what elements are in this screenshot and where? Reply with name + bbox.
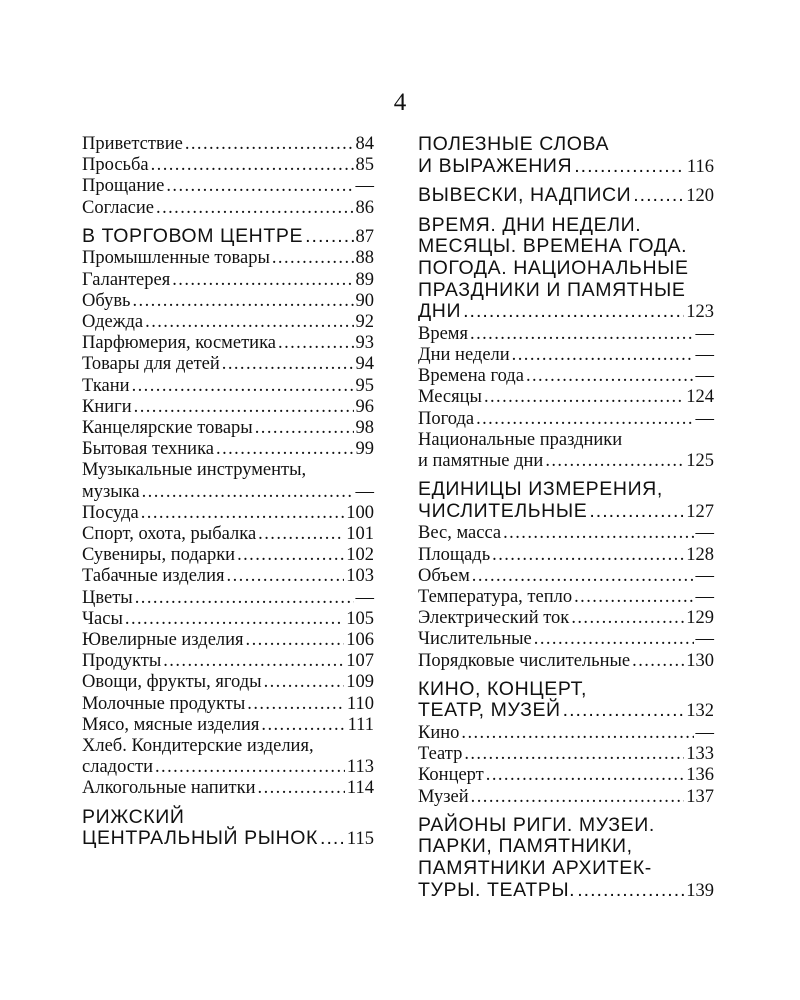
toc-row (418, 651, 714, 672)
toc-row (82, 397, 374, 418)
toc-page-number: 102 (346, 545, 374, 566)
dot-leader (545, 451, 684, 472)
toc-row (82, 757, 374, 778)
dot-leader (278, 333, 353, 354)
toc-title-line: КИНО, КОНЦЕРТ, (418, 677, 587, 700)
toc-title: Площадь (418, 544, 491, 565)
toc-row (82, 482, 374, 503)
toc-title-line: РАЙОНЫ РИГИ. МУЗЕИ. (418, 813, 655, 836)
toc-title: Ткани (82, 375, 130, 396)
dot-leader (563, 700, 685, 722)
dot-leader (247, 694, 345, 715)
toc-title: Числительные (418, 629, 532, 650)
dot-leader (145, 312, 353, 333)
toc-row (418, 723, 714, 744)
toc-page-number: 116 (686, 156, 714, 177)
toc-title-line: ПАМЯТНИКИ АРХИТЕК- (418, 856, 652, 879)
toc-entry[interactable] (82, 778, 374, 799)
toc-title: Спорт, охота, рыбалка (82, 524, 257, 545)
toc-entry[interactable] (82, 270, 374, 291)
toc-row (418, 324, 714, 345)
toc-title: Сувениры, подарки (82, 545, 236, 566)
toc-row (82, 376, 374, 397)
toc-title-line: Национальные праздники (418, 429, 623, 450)
toc-row (418, 608, 714, 629)
toc-title: Кино (418, 722, 460, 743)
toc-title: Бытовая техника (82, 439, 215, 460)
toc-row (82, 354, 374, 375)
toc-page-number: — (695, 722, 714, 743)
toc-title: и памятные дни (418, 450, 544, 471)
toc-title: Молочные продукты (82, 693, 246, 714)
toc-entry[interactable] (82, 397, 374, 418)
toc-entry[interactable] (82, 439, 374, 460)
toc-title: Времена года (418, 366, 524, 387)
toc-title: Товары для детей (82, 354, 220, 375)
toc-title: сладости (82, 757, 153, 778)
toc-title: Канцелярские товары (82, 418, 253, 439)
toc-entry[interactable] (418, 545, 714, 566)
toc-title: Ювелирные изделия (82, 630, 244, 651)
toc-page-number: 99 (355, 439, 374, 460)
dot-leader (305, 226, 353, 248)
toc-row (82, 566, 374, 587)
toc-section[interactable] (418, 215, 714, 324)
toc-column-left (82, 134, 374, 851)
toc-entry[interactable] (418, 523, 714, 544)
toc-column-right (418, 134, 714, 902)
toc-row (418, 880, 714, 903)
dot-leader (512, 345, 694, 366)
toc-entry[interactable] (82, 155, 374, 176)
toc-page-number: 89 (355, 269, 374, 290)
toc-page-number: — (355, 176, 374, 197)
toc-row (82, 828, 374, 851)
dot-leader (484, 387, 684, 408)
toc-row (82, 545, 374, 566)
toc-row (82, 291, 374, 312)
toc-row (82, 418, 374, 439)
dot-leader (155, 757, 345, 778)
toc-page-number: 94 (355, 354, 374, 375)
toc-row (82, 503, 374, 524)
dot-leader (264, 672, 345, 693)
toc-entry[interactable] (82, 630, 374, 651)
toc-row (82, 248, 374, 269)
toc-row (418, 765, 714, 786)
toc-entry[interactable] (418, 651, 714, 672)
toc-entry[interactable] (82, 694, 374, 715)
toc-entry[interactable] (418, 324, 714, 345)
toc-row (418, 409, 714, 430)
toc-page-number: 120 (686, 186, 714, 207)
toc-title: Парфюмерия, косметика (82, 333, 277, 354)
toc-title: Музей (418, 786, 469, 807)
toc-title: Промышленные товары (82, 248, 270, 269)
toc-row (82, 312, 374, 333)
toc-entry[interactable] (82, 333, 374, 354)
toc-row (418, 587, 714, 608)
toc-title: ВЫВЕСКИ, НАДПИСИ (418, 184, 632, 207)
toc-section[interactable] (82, 226, 374, 249)
toc-section[interactable] (418, 815, 714, 902)
toc-section[interactable] (418, 185, 714, 208)
toc-page-number: 130 (686, 650, 714, 671)
toc-row (418, 387, 714, 408)
toc-page-number: 128 (686, 544, 714, 565)
toc-row (82, 778, 374, 799)
dot-leader (222, 354, 354, 375)
dot-leader (227, 566, 345, 587)
toc-page-number: — (695, 629, 714, 650)
toc-row (82, 588, 374, 609)
toc-title: Часы (82, 608, 123, 629)
toc-entry[interactable] (82, 609, 374, 630)
toc-page-number: 103 (346, 566, 374, 587)
toc-row (82, 439, 374, 460)
toc-row (82, 270, 374, 291)
dot-leader (258, 524, 344, 545)
toc-entry[interactable] (82, 376, 374, 397)
toc-title: музыка (82, 481, 140, 502)
toc-page-number: 106 (346, 630, 374, 651)
toc-page-number: 133 (686, 744, 714, 765)
toc-page-number: 96 (355, 396, 374, 417)
toc-entry[interactable] (418, 430, 714, 472)
toc-title: Согласие (82, 197, 155, 218)
toc-entry[interactable] (418, 345, 714, 366)
dot-leader (135, 588, 354, 609)
toc-page-number: 136 (686, 765, 714, 786)
toc-title-line: ПРАЗДНИКИ И ПАМЯТНЫЕ (418, 278, 686, 301)
dot-leader (526, 366, 694, 387)
toc-row (418, 185, 714, 208)
toc-title: Просьба (82, 155, 149, 176)
toc-page-number: 88 (355, 248, 374, 269)
toc-row (82, 715, 374, 736)
toc-page-number: 139 (686, 880, 714, 901)
toc-title-line: ПОЛЕЗНЫЕ СЛОВА (418, 133, 610, 155)
toc-page-number: — (695, 565, 714, 586)
dot-leader (261, 715, 345, 736)
toc-row (418, 345, 714, 366)
toc-entry[interactable] (82, 503, 374, 524)
toc-title: ЦЕНТРАЛЬНЫЙ РЫНОК (82, 827, 319, 850)
toc-title: Галантерея (82, 269, 171, 290)
toc-section[interactable] (418, 134, 714, 178)
toc-entry[interactable] (418, 409, 714, 430)
toc-entry[interactable] (82, 651, 374, 672)
toc-row (82, 176, 374, 197)
toc-entry[interactable] (82, 524, 374, 545)
toc-page-number: — (695, 586, 714, 607)
dot-leader (503, 523, 693, 544)
toc-title: Погода (418, 408, 475, 429)
toc-title: Температура, тепло (418, 586, 573, 607)
dot-leader (237, 545, 344, 566)
toc-title: Продукты (82, 651, 162, 672)
toc-entry[interactable] (82, 248, 374, 269)
toc-page-number: 107 (346, 651, 374, 672)
dot-leader (133, 291, 354, 312)
toc-title: Мясо, мясные изделия (82, 714, 260, 735)
dot-leader (486, 765, 684, 786)
toc-page-number: 101 (346, 524, 374, 545)
toc-title: Приветствие (82, 134, 183, 154)
dot-leader (151, 155, 354, 176)
toc-title: Концерт (418, 765, 484, 786)
toc-entry[interactable] (82, 134, 374, 155)
toc-page-number: 93 (355, 333, 374, 354)
toc-page-number: 90 (355, 290, 374, 311)
dot-leader (534, 629, 694, 650)
dot-leader (132, 376, 354, 397)
toc-row (418, 366, 714, 387)
toc-entry[interactable] (82, 291, 374, 312)
toc-row (82, 694, 374, 715)
toc-page-number: — (355, 481, 374, 502)
dot-leader (156, 198, 353, 219)
toc-page-number: 105 (346, 608, 374, 629)
toc-title: Дни недели (418, 344, 510, 365)
toc-title: Порядковые числительные (418, 650, 631, 671)
toc-section[interactable] (418, 479, 714, 523)
dot-leader (272, 248, 354, 269)
dot-leader (633, 185, 684, 207)
toc-title: Время (418, 323, 469, 344)
toc-page-number: 98 (355, 418, 374, 439)
dot-leader (464, 744, 684, 765)
dot-leader (492, 545, 684, 566)
dot-leader (471, 787, 685, 808)
toc-title: В ТОРГОВОМ ЦЕНТРЕ (82, 224, 304, 247)
toc-row (82, 524, 374, 545)
toc-entry[interactable] (418, 629, 714, 650)
toc-row (418, 744, 714, 765)
dot-leader (476, 409, 693, 430)
toc-title: Обувь (82, 290, 131, 311)
toc-title: Прощание (82, 176, 165, 197)
toc-title-line: ПОГОДА. НАЦИОНАЛЬНЫЕ (418, 256, 689, 279)
toc-row (82, 226, 374, 249)
toc-entry[interactable] (82, 418, 374, 439)
dot-leader (134, 397, 354, 418)
toc-row (82, 609, 374, 630)
toc-page-number: 85 (355, 155, 374, 176)
toc-page-number: 127 (686, 501, 714, 522)
toc-page-number: 125 (686, 450, 714, 471)
toc-page-number: 95 (355, 375, 374, 396)
toc-title: И ВЫРАЖЕНИЯ (418, 154, 573, 177)
dot-leader (141, 503, 345, 524)
toc-entry[interactable] (418, 765, 714, 786)
toc-title: ЧИСЛИТЕЛЬНЫЕ (418, 499, 588, 522)
dot-leader (577, 880, 684, 902)
toc-page-number: 113 (346, 757, 374, 778)
toc-entry[interactable] (82, 176, 374, 197)
toc-row (82, 651, 374, 672)
dot-leader (574, 587, 693, 608)
toc-title-line: Музыкальные инструменты, (82, 460, 307, 481)
toc-entry[interactable] (82, 354, 374, 375)
toc-title-line: ВРЕМЯ. ДНИ НЕДЕЛИ. (418, 213, 642, 236)
toc-entry[interactable] (418, 366, 714, 387)
toc-title: Вес, масса (418, 523, 502, 544)
toc-page-number: 100 (346, 502, 374, 523)
toc-entry[interactable] (82, 736, 374, 778)
toc-page-number: 124 (686, 387, 714, 408)
toc-entry[interactable] (82, 312, 374, 333)
dot-leader (463, 301, 684, 323)
toc-title: Табачные изделия (82, 566, 225, 587)
toc-row (82, 198, 374, 219)
toc-page-number: 123 (686, 302, 714, 323)
dot-leader (172, 270, 353, 291)
dot-leader (255, 418, 354, 439)
toc-title: Книги (82, 396, 132, 417)
toc-entry[interactable] (418, 387, 714, 408)
toc-entry[interactable] (82, 672, 374, 693)
toc-section[interactable] (418, 679, 714, 723)
toc-entry[interactable] (418, 566, 714, 587)
toc-title-line: ПАРКИ, ПАМЯТНИКИ, (418, 835, 633, 858)
toc-title: Театр (418, 744, 463, 765)
toc-title: Алкогольные напитки (82, 778, 256, 799)
toc-row (418, 156, 714, 179)
toc-title-line: РИЖСКИЙ (82, 805, 185, 828)
dot-leader (142, 482, 354, 503)
dot-leader (166, 176, 353, 197)
toc-title: Одежда (82, 312, 144, 333)
dot-leader (571, 608, 684, 629)
toc-row (82, 630, 374, 651)
toc-title-line: МЕСЯЦЫ. ВРЕМЕНА ГОДА. (418, 235, 688, 258)
toc-title: Овощи, фрукты, ягоды (82, 672, 262, 693)
toc-page-number: — (695, 523, 714, 544)
toc-page-number: 137 (686, 786, 714, 807)
toc-entry[interactable] (418, 587, 714, 608)
toc-row (418, 787, 714, 808)
toc-row (418, 566, 714, 587)
toc-page-number: — (695, 323, 714, 344)
toc-entry[interactable] (418, 787, 714, 808)
dot-leader (470, 324, 693, 345)
dot-leader (589, 501, 684, 523)
toc-title: ТУРЫ. ТЕАТРЫ. (418, 878, 576, 901)
toc-page-number: 115 (346, 829, 374, 850)
toc-title-line: ЕДИНИЦЫ ИЗМЕРЕНИЯ, (418, 478, 663, 501)
toc-entry[interactable] (418, 608, 714, 629)
toc-section[interactable] (82, 807, 374, 851)
toc-page-number: 114 (346, 778, 374, 799)
toc-entry[interactable] (82, 715, 374, 736)
toc-title: ДНИ (418, 300, 462, 323)
dot-leader (461, 723, 693, 744)
dot-leader (258, 778, 345, 799)
toc-row (418, 501, 714, 524)
toc-entry[interactable] (418, 744, 714, 765)
toc-row (82, 333, 374, 354)
toc-row (418, 523, 714, 544)
toc-page-number: — (695, 366, 714, 387)
toc-page-number: 129 (686, 608, 714, 629)
toc-row (418, 629, 714, 650)
toc-title-line: Хлеб. Кондитерские изделия, (82, 736, 314, 757)
toc-title: ТЕАТР, МУЗЕЙ (418, 699, 561, 722)
toc-page-number: — (695, 408, 714, 429)
toc-row (418, 700, 714, 723)
toc-title: Месяцы (418, 387, 482, 408)
toc-title: Посуда (82, 502, 139, 523)
dot-leader (163, 651, 344, 672)
dot-leader (320, 828, 345, 850)
toc-page-number: 132 (686, 701, 714, 722)
toc-row (82, 134, 374, 155)
toc-page-number: 87 (355, 226, 374, 247)
toc-entry[interactable] (82, 198, 374, 219)
toc-row (418, 545, 714, 566)
dot-leader (246, 630, 345, 651)
dot-leader (216, 439, 353, 460)
toc-row (82, 155, 374, 176)
toc-entry[interactable] (82, 460, 374, 502)
dot-leader (185, 134, 354, 155)
dot-leader (472, 566, 694, 587)
toc-title: Электрический ток (418, 608, 570, 629)
toc-page-number: — (355, 587, 374, 608)
toc-entry[interactable] (82, 588, 374, 609)
toc-entry[interactable] (82, 545, 374, 566)
toc-row (418, 451, 714, 472)
toc-page-number: 111 (347, 714, 374, 735)
toc-page-number: 109 (346, 672, 374, 693)
dot-leader (574, 156, 685, 178)
page-number: 4 (393, 89, 407, 116)
toc-page-number: 110 (346, 693, 374, 714)
toc-page-number: 92 (355, 312, 374, 333)
toc-page-number: 86 (355, 197, 374, 218)
toc-page-number: 84 (355, 134, 374, 154)
toc-entry[interactable] (82, 566, 374, 587)
dot-leader (125, 609, 344, 630)
toc-title: Объем (418, 565, 470, 586)
dot-leader (632, 651, 684, 672)
toc-row (418, 301, 714, 324)
toc-page-number: — (695, 344, 714, 365)
toc-title: Цветы (82, 587, 133, 608)
toc-entry[interactable] (418, 723, 714, 744)
toc-row (82, 672, 374, 693)
